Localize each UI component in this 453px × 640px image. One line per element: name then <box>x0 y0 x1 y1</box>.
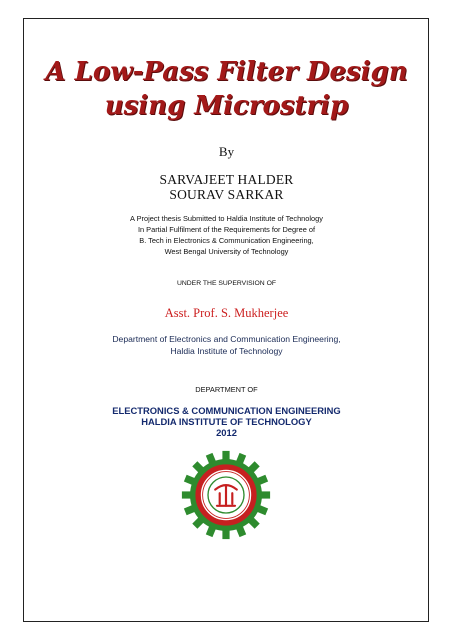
supervisor-name: Asst. Prof. S. Mukherjee <box>164 306 289 320</box>
author-1: SARVAJEET HALDER <box>159 172 294 187</box>
institution-name: HALDIA INSTITUTE OF TECHNOLOGY <box>141 416 312 427</box>
institution-department: ELECTRONICS & COMMUNICATION ENGINEERING <box>112 405 341 416</box>
thesis-note-line-4: West Bengal University of Technology <box>164 247 289 256</box>
department-line-2: Haldia Institute of Technology <box>170 346 283 356</box>
by-label: By <box>218 144 235 159</box>
year: 2012 <box>216 427 237 438</box>
title-line-1: A Low-Pass Filter Design <box>45 57 408 87</box>
institute-logo <box>181 450 271 540</box>
department-line-1: Department of Electronics and Communication Engineering, <box>112 334 341 344</box>
department-of-label: DEPARTMENT OF <box>195 385 258 394</box>
thesis-note-line-1: A Project thesis Submitted to Haldia Institute of Technology <box>130 214 323 223</box>
thesis-note-line-2: In Partial Fulfilment of the Requirements for Degree of <box>137 225 316 234</box>
title-line-2: using Microstrip <box>104 91 349 121</box>
thesis-note-line-3: B. Tech in Electronics & Communication Engineering, <box>139 236 314 245</box>
author-2: SOURAV SARKAR <box>169 187 284 202</box>
supervision-label: UNDER THE SUPERVISION OF <box>176 280 277 287</box>
